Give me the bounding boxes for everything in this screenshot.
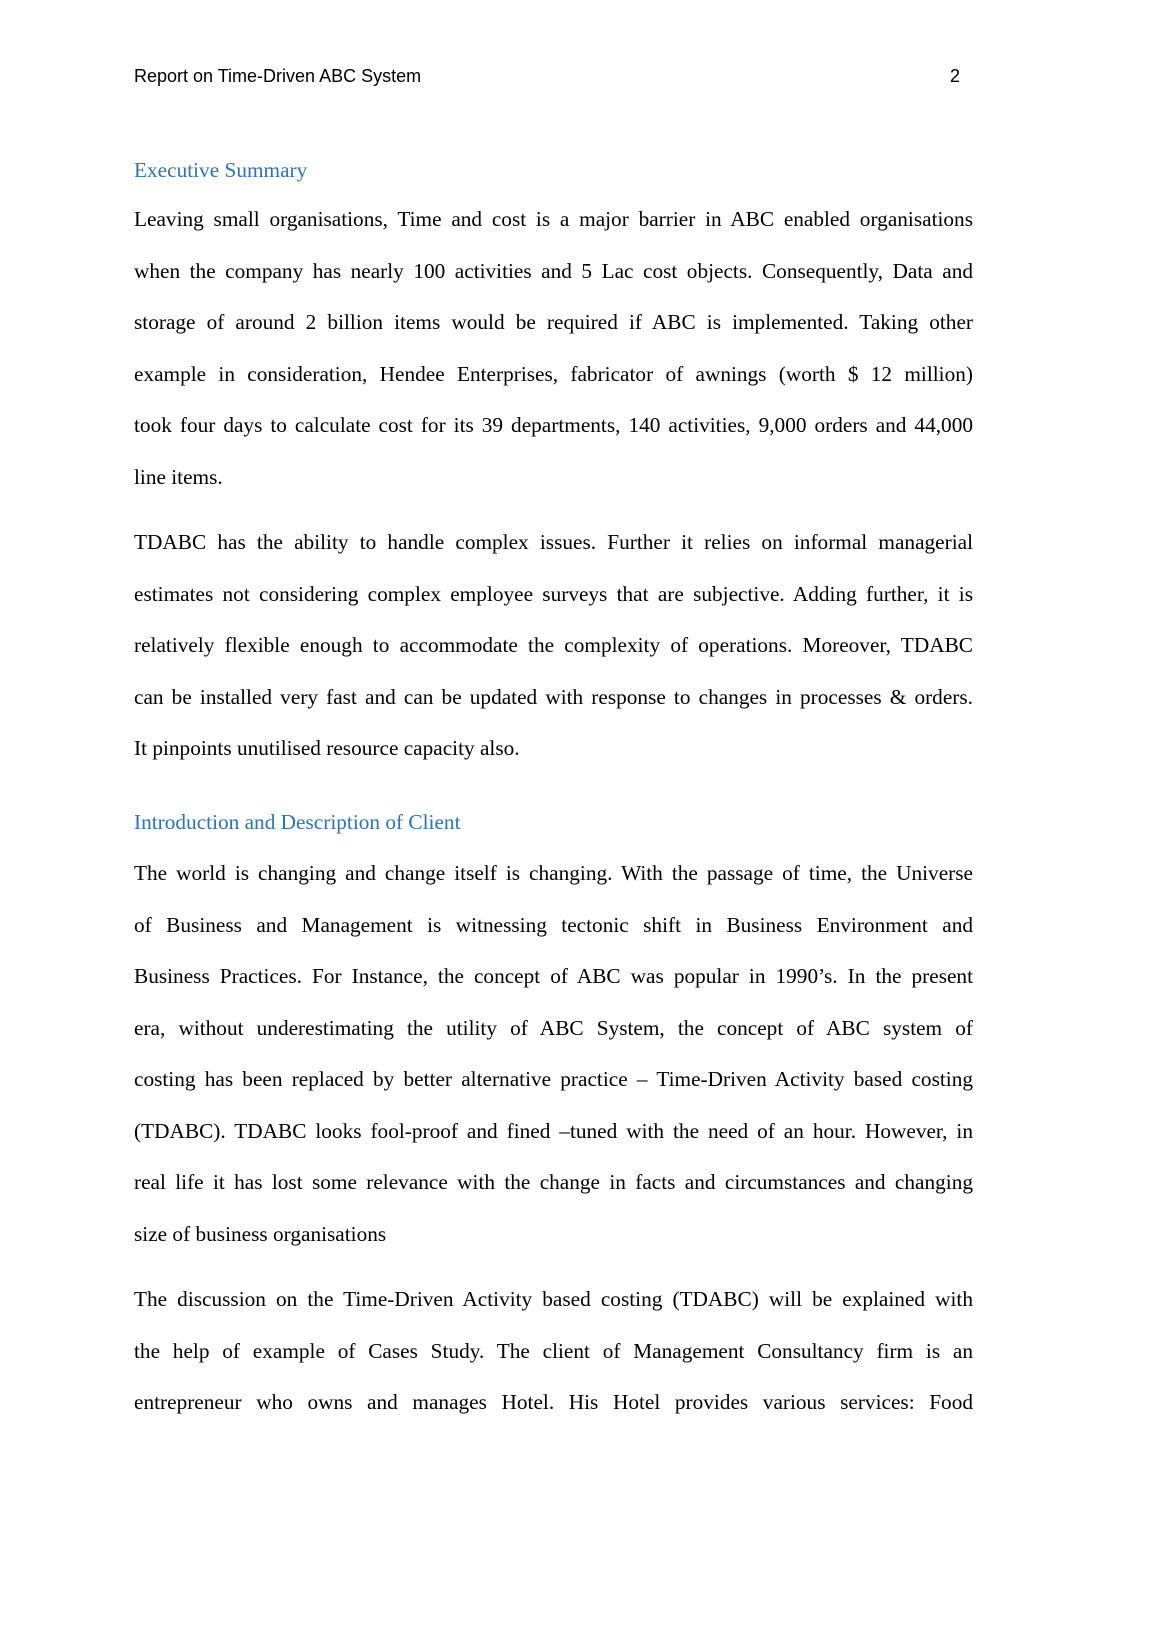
text-line: real life it has lost some relevance with the change in facts and circumstances and changing xyxy=(134,1170,973,1195)
text-line: line items. xyxy=(134,464,223,489)
text-line: era, without underestimating the utility of ABC System, the concept of ABC system of xyxy=(134,1015,973,1040)
page-number: 2 xyxy=(949,66,960,86)
paragraph xyxy=(134,517,973,775)
text-line: (TDABC). TDABC looks fool-proof and fined –tuned with the need of an hour. However, in xyxy=(134,1118,973,1143)
text-line: It pinpoints unutilised resource capacity also. xyxy=(134,736,520,761)
text-line: Business Practices. For Instance, the concept of ABC was popular in 1990’s. In the present xyxy=(134,964,973,989)
text-line: storage of around 2 billion items would be required if ABC is implemented. Taking other xyxy=(134,310,973,335)
text-line: when the company has nearly 100 activities and 5 Lac cost objects. Consequently, Data and xyxy=(134,258,973,283)
text-line: entrepreneur who owns and manages Hotel. His Hotel provides various services: Food xyxy=(134,1390,973,1415)
text-line: example in consideration, Hendee Enterprises, fabricator of awnings (worth $ 12 million) xyxy=(134,361,973,386)
paragraph xyxy=(134,1274,973,1429)
section-heading-executive-summary: Executive Summary xyxy=(134,158,308,182)
text-line: relatively flexible enough to accommodate the complexity of operations. Moreover, TDABC xyxy=(134,633,973,658)
text-line: costing has been replaced by better alternative practice – Time-Driven Activity based costing xyxy=(134,1067,973,1092)
paragraph xyxy=(134,848,973,1261)
text-line: took four days to calculate cost for its 39 departments, 140 activities, 9,000 orders and 44,000 xyxy=(134,413,973,438)
text-line: can be installed very fast and can be updated with response to changes in processes & orders. xyxy=(134,684,973,709)
paragraph xyxy=(134,194,973,504)
text-line: The discussion on the Time-Driven Activity based costing (TDABC) will be explained with xyxy=(134,1287,973,1312)
text-line: estimates not considering complex employee surveys that are subjective. Adding further, it is xyxy=(134,581,973,606)
text-line: TDABC has the ability to handle complex issues. Further it relies on informal managerial xyxy=(134,529,973,554)
header-title: Report on Time-Driven ABC System xyxy=(134,66,422,86)
text-line: The world is changing and change itself is changing. With the passage of time, the Universe xyxy=(134,860,973,885)
section-heading-introduction: Introduction and Description of Client xyxy=(134,809,461,834)
text-line: of Business and Management is witnessing tectonic shift in Business Environment and xyxy=(134,912,973,937)
text-line: the help of example of Cases Study. The client of Management Consultancy firm is an xyxy=(134,1338,973,1363)
page-header xyxy=(134,66,973,87)
text-line: Leaving small organisations, Time and cost is a major barrier in ABC enabled organisations xyxy=(134,207,973,231)
text-line: size of business organisations xyxy=(134,1222,387,1247)
document-body xyxy=(134,155,973,1442)
